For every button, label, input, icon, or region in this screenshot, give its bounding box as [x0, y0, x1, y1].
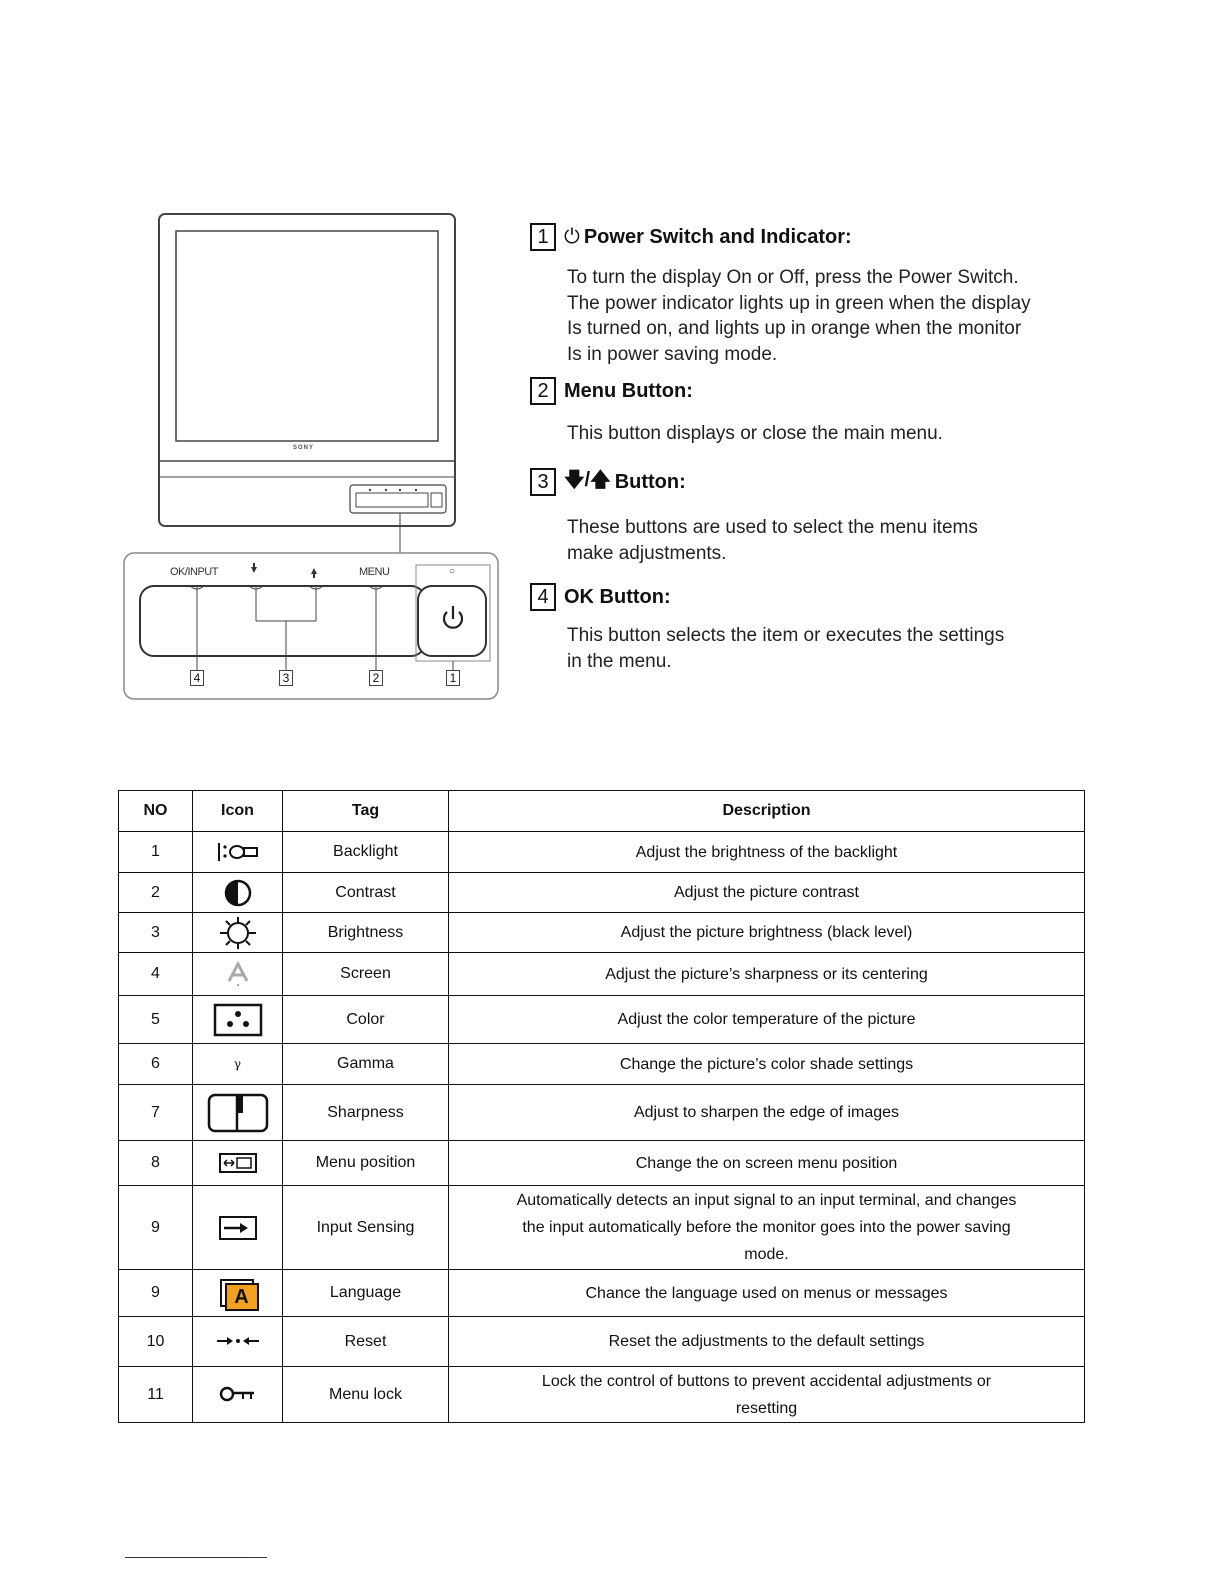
row-icon-cell	[193, 832, 283, 873]
row-description	[449, 1186, 1085, 1270]
row-description	[449, 1317, 1085, 1367]
col-header-description: Description	[449, 791, 1085, 832]
table-row	[119, 832, 1085, 873]
description-line: Adjust the picture contrast	[674, 884, 859, 901]
callout-4: 4	[190, 670, 204, 686]
language-letter: A	[225, 1283, 259, 1311]
monitor-illustration	[118, 205, 508, 705]
table-header-row	[119, 791, 1085, 832]
gamma-icon: γ	[233, 1056, 242, 1071]
legend-title: Button:	[614, 470, 686, 493]
legend-entry-ok	[530, 583, 1130, 674]
row-no: 1	[119, 832, 193, 873]
row-tag: Sharpness	[283, 1085, 449, 1141]
description-line: Adjust the color temperature of the picture	[617, 1011, 916, 1028]
table-row	[119, 1270, 1085, 1317]
row-icon-cell	[193, 873, 283, 913]
menu-position-icon	[218, 1152, 258, 1174]
description-line: Automatically detects an input signal to an input terminal, and changes	[516, 1192, 1017, 1209]
legend-title: Power Switch and Indicator:	[583, 225, 852, 248]
table-row	[119, 873, 1085, 913]
row-no: 3	[119, 913, 193, 953]
row-description	[449, 1085, 1085, 1141]
brand-logo: SONY	[293, 445, 315, 451]
legend-number: 3	[530, 468, 556, 496]
row-no: 6	[119, 1044, 193, 1085]
legend-line: make adjustments.	[567, 542, 727, 564]
row-icon-cell	[193, 913, 283, 953]
row-icon-cell	[193, 1141, 283, 1186]
label-power-small: ○	[449, 566, 455, 577]
legend-number: 4	[530, 583, 556, 611]
row-description	[449, 1270, 1085, 1317]
legend-title: OK Button:	[564, 585, 671, 608]
power-icon: ⏻	[564, 225, 580, 248]
row-no: 4	[119, 953, 193, 996]
row-tag: Color	[283, 996, 449, 1044]
description-line: Adjust the picture’s sharpness or its centering	[605, 965, 928, 983]
legend-line: These buttons are used to select the menu items	[567, 517, 978, 538]
row-tag: Backlight	[283, 832, 449, 873]
description-line: the input automatically before the monitor goes into the power saving	[522, 1219, 1011, 1236]
row-description	[449, 953, 1085, 996]
legend-entry-arrows	[530, 465, 1130, 566]
row-icon-cell	[193, 1085, 283, 1141]
row-tag: Gamma	[283, 1044, 449, 1085]
row-description	[449, 1141, 1085, 1186]
description-line: Adjust the picture brightness (black level)	[620, 924, 913, 941]
row-icon-cell	[193, 1186, 283, 1270]
row-icon-cell	[193, 1367, 283, 1423]
row-icon-cell	[193, 996, 283, 1044]
callout-1: 1	[446, 670, 460, 686]
table-row	[119, 1044, 1085, 1085]
row-description	[449, 996, 1085, 1044]
table-row	[119, 1317, 1085, 1367]
description-line: Change the picture’s color shade settings	[619, 1055, 914, 1073]
row-no: 9	[119, 1270, 193, 1317]
table-row	[119, 1186, 1085, 1270]
legend-number: 1	[530, 223, 556, 251]
footnote-divider	[125, 1557, 267, 1558]
legend-entry-menu	[530, 377, 1130, 447]
row-tag: Menu position	[283, 1141, 449, 1186]
row-icon-cell	[193, 1270, 283, 1317]
row-tag: Brightness	[283, 913, 449, 953]
row-icon-cell	[193, 1317, 283, 1367]
legend-line: in the menu.	[567, 650, 672, 672]
description-line: Reset the adjustments to the default settings	[608, 1333, 925, 1350]
row-no: 10	[119, 1317, 193, 1367]
row-tag: Reset	[283, 1317, 449, 1367]
callout-3: 3	[279, 670, 293, 686]
legend-number: 2	[530, 377, 556, 405]
label-menu: MENU	[359, 566, 390, 578]
legend-line: Is in power saving mode.	[567, 343, 778, 365]
menu-lock-icon	[218, 1385, 258, 1403]
description-line: Chance the language used on menus or messages	[585, 1284, 948, 1302]
backlight-icon	[216, 841, 260, 863]
description-line: resetting	[735, 1399, 798, 1417]
color-icon	[213, 1003, 263, 1037]
callout-2: 2	[369, 670, 383, 686]
row-no: 8	[119, 1141, 193, 1186]
row-no: 5	[119, 996, 193, 1044]
osd-menu-table	[118, 790, 1085, 1423]
col-header-no: NO	[119, 791, 193, 832]
row-no: 11	[119, 1367, 193, 1423]
row-icon-cell	[193, 1044, 283, 1085]
row-description	[449, 873, 1085, 913]
legend-title: Menu Button:	[564, 379, 693, 402]
legend-line: This button displays or close the main menu.	[567, 423, 943, 444]
col-header-tag: Tag	[283, 791, 449, 832]
row-description	[449, 1044, 1085, 1085]
description-line: mode.	[744, 1246, 789, 1263]
monitor-diagram	[118, 205, 508, 705]
row-tag: Screen	[283, 953, 449, 996]
row-no: 9	[119, 1186, 193, 1270]
row-tag: Language	[283, 1270, 449, 1317]
table-row	[119, 913, 1085, 953]
description-line: Lock the control of buttons to prevent accidental adjustments or	[541, 1372, 992, 1390]
description-line: Adjust the brightness of the backlight	[635, 843, 898, 861]
table-row	[119, 1367, 1085, 1423]
row-icon-cell	[193, 953, 283, 996]
brightness-icon	[216, 916, 260, 950]
row-no: 2	[119, 873, 193, 913]
row-no: 7	[119, 1085, 193, 1141]
arrow-down-up-icon: 🡇/🡅	[564, 469, 611, 491]
label-ok-input: OK/INPUT	[170, 566, 218, 578]
table-row	[119, 953, 1085, 996]
input-sensing-icon	[218, 1215, 258, 1241]
table-row	[119, 1085, 1085, 1141]
description-line: Change the on screen menu position	[635, 1154, 898, 1172]
legend-line: The power indicator lights up in green when the display	[567, 292, 1031, 314]
col-header-icon: Icon	[193, 791, 283, 832]
row-description	[449, 913, 1085, 953]
row-description	[449, 1367, 1085, 1423]
legend-line: This button selects the item or executes the settings	[567, 625, 1005, 646]
sharpness-icon	[207, 1093, 269, 1133]
screen-icon	[223, 961, 253, 987]
row-tag: Menu lock	[283, 1367, 449, 1423]
table-row	[119, 996, 1085, 1044]
reset-icon	[215, 1333, 261, 1349]
legend-entry-power	[530, 223, 1130, 367]
legend-line: Is turned on, and lights up in orange when the monitor	[567, 318, 1022, 339]
contrast-icon	[218, 879, 258, 907]
language-icon	[220, 1279, 256, 1307]
row-tag: Contrast	[283, 873, 449, 913]
row-description	[449, 832, 1085, 873]
legend-line: To turn the display On or Off, press the Power Switch.	[567, 267, 1019, 288]
description-line: Adjust to sharpen the edge of images	[633, 1104, 900, 1121]
table-row	[119, 1141, 1085, 1186]
row-tag: Input Sensing	[283, 1186, 449, 1270]
